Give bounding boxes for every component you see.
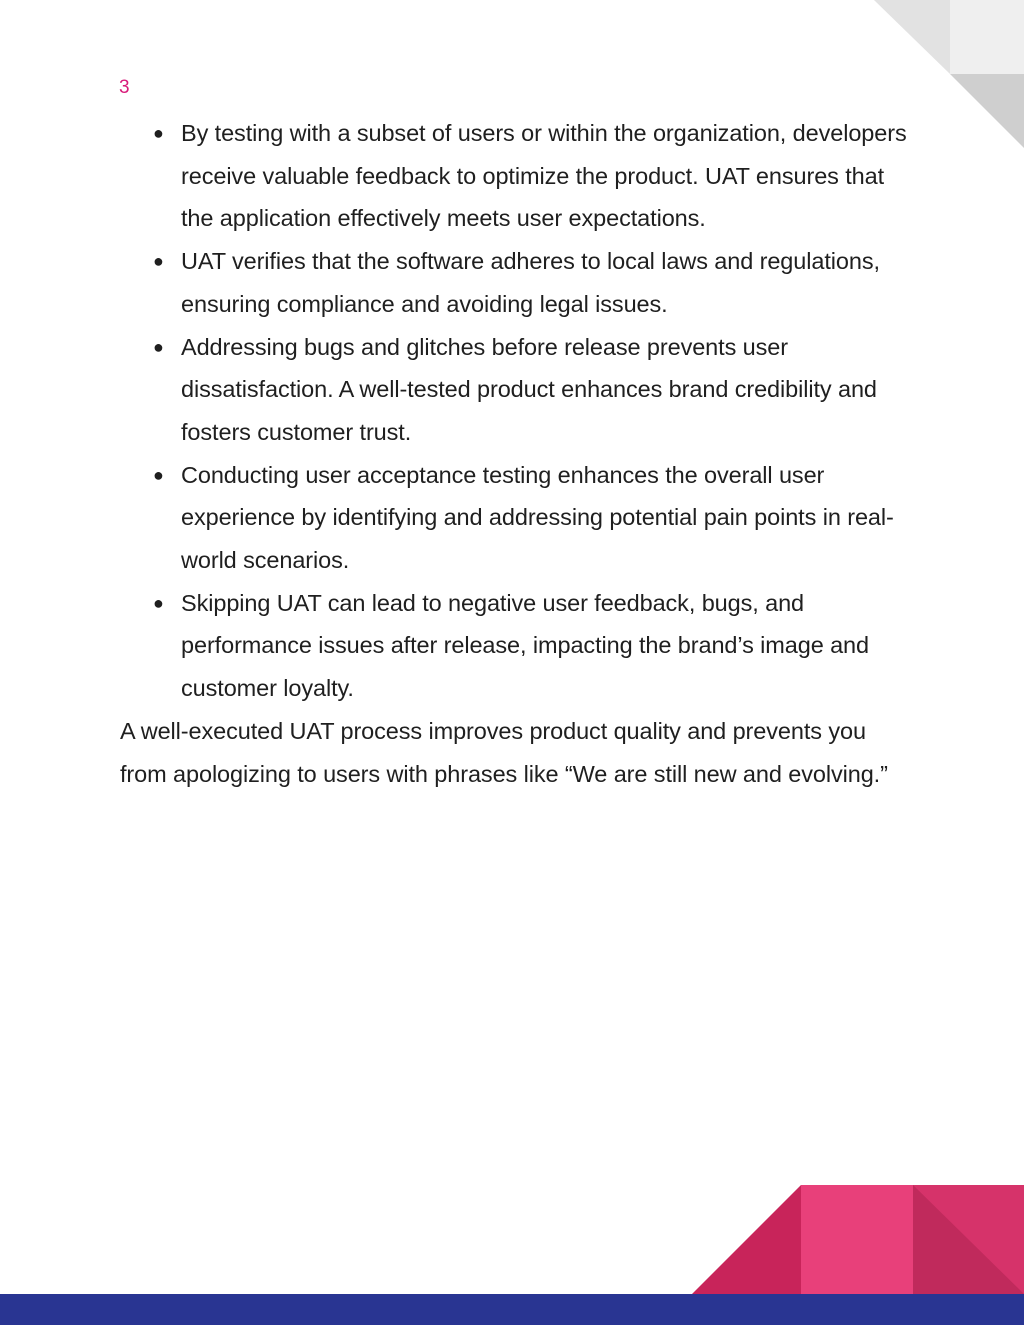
- closing-paragraph: A well-executed UAT process improves product quality and prevents you from apologizing to users with phrases like “We are still new and evolving.”: [120, 717, 888, 787]
- footer-band: [0, 1294, 1024, 1325]
- list-item: [120, 112, 910, 240]
- list-item-text: Addressing bugs and glitches before release prevents user dissatisfaction. A well-tested product enhances brand credibility and fosters customer trust.: [181, 333, 877, 445]
- list-item: [120, 240, 910, 325]
- bullet-list: [120, 112, 910, 710]
- list-item: [120, 326, 910, 454]
- list-item-text: Skipping UAT can lead to negative user feedback, bugs, and performance issues after release, impacting the brand’s image and customer loyalty.: [181, 589, 870, 702]
- list-item-text: By testing with a subset of users or within the organization, developers receive valuable feedback to optimize the product. UAT ensures that the application effectively meets user expectations.: [181, 120, 907, 232]
- bullet-icon: ●: [153, 251, 164, 272]
- document-body: [120, 112, 910, 795]
- bullet-icon: ●: [153, 464, 164, 485]
- bullet-icon: ●: [153, 336, 164, 357]
- list-item: [120, 582, 910, 710]
- page-number: 3: [119, 77, 130, 98]
- bullet-icon: ●: [153, 592, 164, 613]
- list-item: [120, 454, 910, 582]
- list-item-text: Conducting user acceptance testing enhances the overall user experience by identifying and addressing potential pain points in real-world scenarios.: [181, 461, 894, 574]
- bullet-icon: ●: [153, 123, 164, 143]
- list-item-text: UAT verifies that the software adheres to local laws and regulations, ensuring compliance and avoiding legal issues.: [181, 248, 880, 317]
